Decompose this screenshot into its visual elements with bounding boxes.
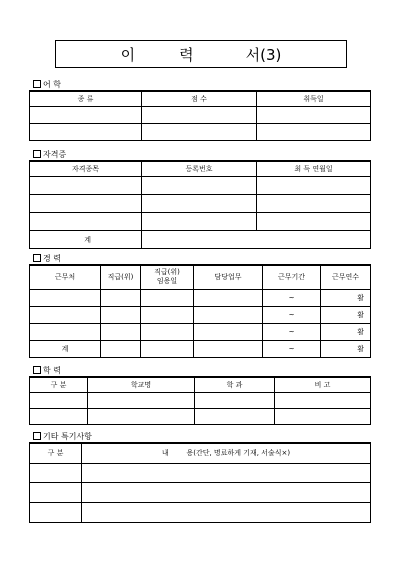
input-cell[interactable] [30,323,101,340]
input-cell[interactable] [82,463,371,482]
input-cell[interactable] [195,409,275,425]
header-cell: 내 용(간단, 명료하게 기재, 서술식×) [82,443,371,463]
input-cell[interactable] [141,306,194,323]
section-certificate: 자격증 [33,150,66,160]
input-cell[interactable] [30,195,142,213]
input-cell[interactable] [101,340,141,357]
section-education: 학 력 [33,366,61,376]
input-cell[interactable] [88,409,195,425]
input-cell[interactable] [30,124,142,141]
input-cell[interactable] [82,502,371,522]
career-table [29,264,371,358]
input-cell[interactable] [195,393,275,409]
input-cell[interactable] [30,306,101,323]
input-cell[interactable] [101,306,141,323]
input-cell[interactable] [82,482,371,502]
checkbox-icon [33,254,41,262]
input-cell[interactable] [141,340,194,357]
header-cell: 구 분 [30,377,88,393]
period-cell[interactable]: ~ [263,289,321,306]
input-cell[interactable] [30,289,101,306]
input-cell[interactable] [257,124,371,141]
input-cell[interactable] [30,213,142,231]
header-cell: 자격종목 [30,161,142,177]
input-cell[interactable] [30,107,142,124]
header-cell: 학 과 [195,377,275,393]
title-char-2: 력 [179,45,194,64]
input-cell[interactable] [88,393,195,409]
header-cell: 근무처 [30,265,101,289]
input-cell[interactable] [30,409,88,425]
input-cell[interactable] [101,289,141,306]
total-label: 계 [30,340,101,357]
checkbox-icon [33,150,41,158]
header-cell: 근무기간 [263,265,321,289]
checkbox-icon [33,366,41,374]
input-cell[interactable] [30,393,88,409]
input-cell[interactable] [30,502,82,522]
input-cell[interactable] [142,195,257,213]
input-cell[interactable] [142,177,257,195]
input-cell[interactable] [142,107,257,124]
header-cell: 담당업무 [194,265,263,289]
input-cell[interactable] [141,323,194,340]
checkbox-icon [33,432,41,440]
input-cell[interactable] [275,409,371,425]
period-cell[interactable]: ~ [263,340,321,357]
input-cell[interactable] [30,482,82,502]
input-cell[interactable] [194,323,263,340]
title-box [55,40,347,68]
input-cell[interactable] [257,107,371,124]
input-cell[interactable] [101,323,141,340]
other-table [29,442,371,523]
education-table [29,376,371,425]
period-cell[interactable]: ~ [263,306,321,323]
title-char-3: 서(3) [245,45,282,64]
checkbox-icon [33,80,41,88]
header-cell: 학교명 [88,377,195,393]
header-cell: 최 득 연월일 [257,161,371,177]
input-cell[interactable] [142,213,257,231]
years-cell[interactable]: 활 [321,340,371,357]
header-cell: 직급(위) [101,265,141,289]
period-cell[interactable]: ~ [263,323,321,340]
certificate-table [29,160,371,249]
years-cell[interactable]: 활 [321,306,371,323]
input-cell[interactable] [257,195,371,213]
input-cell[interactable] [257,213,371,231]
title-char-1: 이 [120,45,136,64]
header-cell: 근무연수 [321,265,371,289]
input-cell[interactable] [194,306,263,323]
years-cell[interactable]: 활 [321,289,371,306]
header-cell: 등록번호 [142,161,257,177]
section-language: 어 학 [33,80,61,90]
section-other: 기타 특기사항 [33,432,92,442]
years-cell[interactable]: 활 [321,323,371,340]
input-cell[interactable] [142,124,257,141]
header-cell: 취득일 [257,91,371,107]
header-cell: 비 고 [275,377,371,393]
input-cell[interactable] [141,289,194,306]
input-cell[interactable] [194,340,263,357]
header-cell: 점 수 [142,91,257,107]
input-cell[interactable] [30,463,82,482]
header-cell: 직급(위) 임용일 [141,265,194,289]
language-table [29,90,371,141]
header-cell: 구 분 [30,443,82,463]
total-value[interactable] [142,231,371,249]
section-career: 경 력 [33,254,61,264]
total-label: 계 [30,231,142,249]
header-cell: 종 류 [30,91,142,107]
input-cell[interactable] [275,393,371,409]
input-cell[interactable] [257,177,371,195]
input-cell[interactable] [30,177,142,195]
input-cell[interactable] [194,289,263,306]
